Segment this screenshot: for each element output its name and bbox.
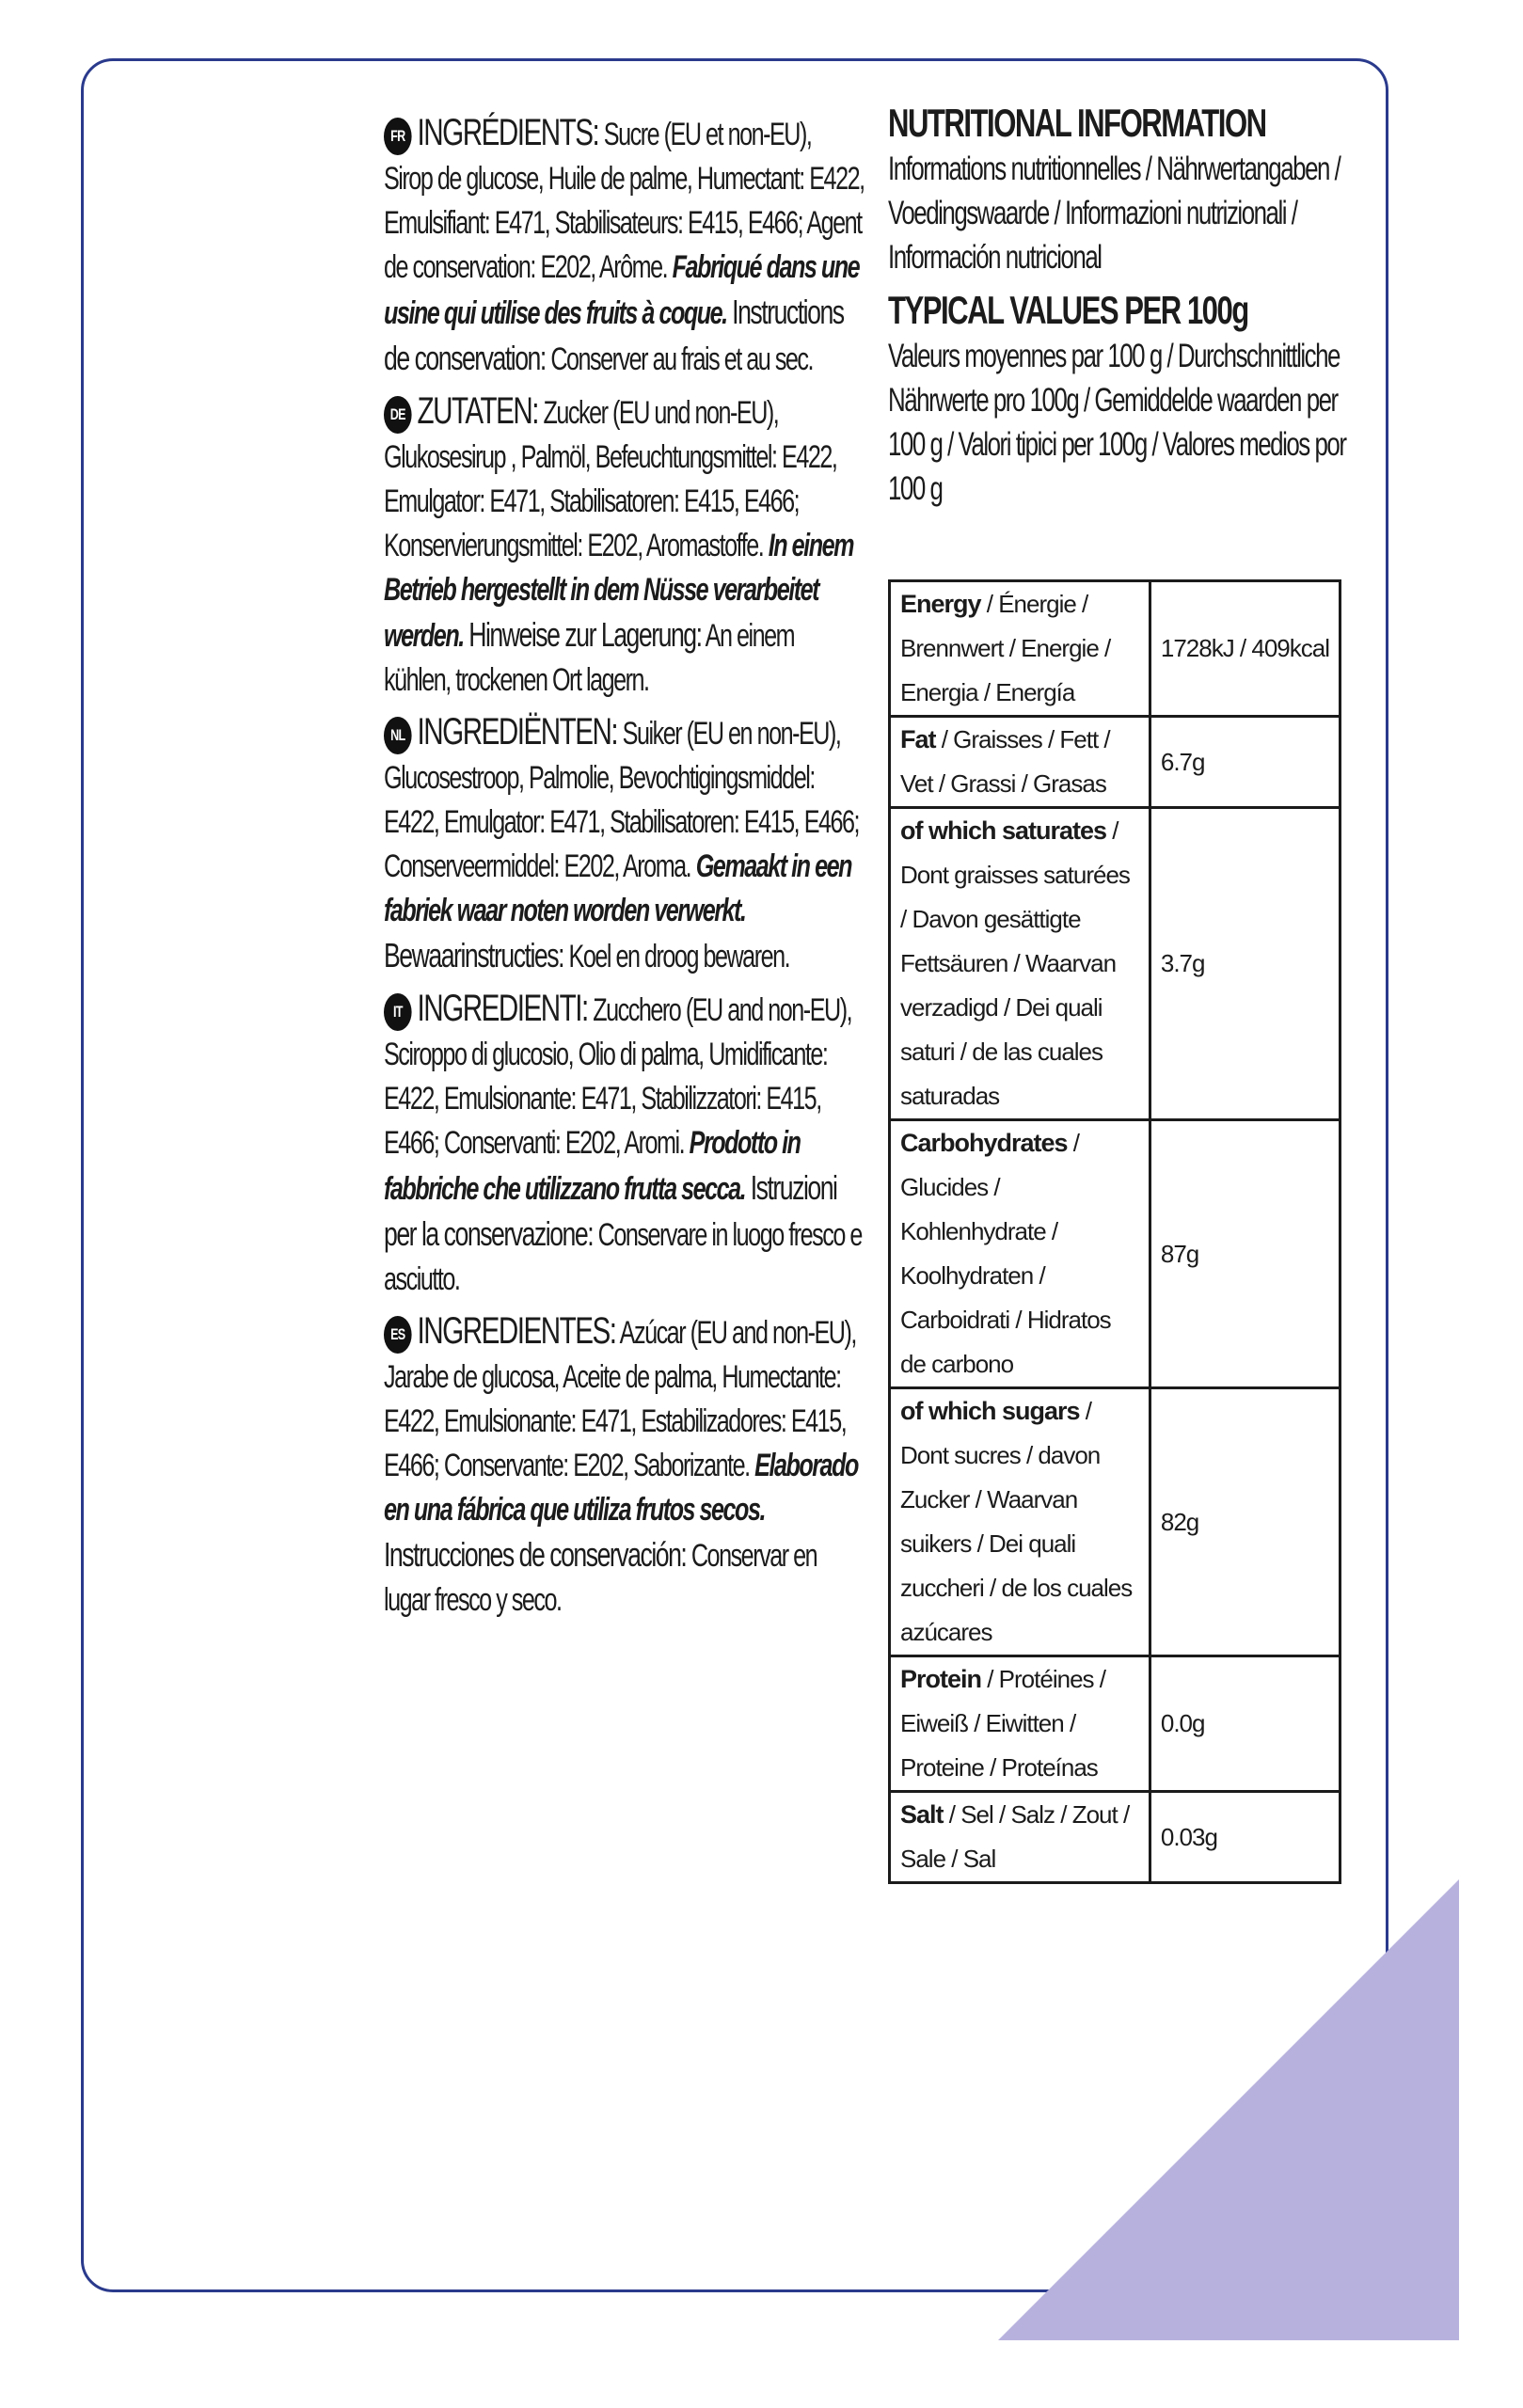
nutrient-label-cell bbox=[890, 1792, 1150, 1883]
nutrient-label-cell bbox=[890, 1388, 1150, 1656]
nutrient-translations: / Protéines / Eiweiß / Eiwitten / Proteine / Proteínas bbox=[900, 1665, 1105, 1782]
ingredients-title-fr: INGRÉDIENTS: bbox=[417, 112, 599, 153]
nutrient-name: Salt bbox=[900, 1800, 944, 1829]
storage-label-es: Instrucciones de conservación: bbox=[384, 1535, 687, 1574]
nutrient-label-cell bbox=[890, 1656, 1150, 1792]
nutrient-label-cell bbox=[890, 717, 1150, 808]
language-badge-de: DE bbox=[384, 396, 412, 434]
typical-values-translations: Valeurs moyennes par 100 g / Durchschnittliche Nährwerte pro 100g / Gemiddelde waarden per 100 g / Valori tipici per 100g / Valores medios por 100 g bbox=[888, 338, 1346, 507]
ingredients-title-es: INGREDIENTES: bbox=[417, 1310, 616, 1352]
nutrient-value: 1728kJ / 409kcal bbox=[1150, 581, 1340, 717]
storage-label-it: Istruzioni per la conservazione: bbox=[384, 1168, 837, 1253]
nutrition-heading: NUTRITIONAL INFORMATION bbox=[888, 101, 1266, 145]
language-badge-es: ES bbox=[384, 1316, 412, 1354]
language-badge-it: IT bbox=[384, 993, 412, 1031]
storage-text-de: An einem kühlen, trockenen Ort lagern. bbox=[384, 618, 795, 698]
nutrition-row-protein bbox=[890, 1656, 1341, 1792]
nutrient-name: Energy bbox=[900, 590, 981, 618]
nutrient-value: 6.7g bbox=[1150, 717, 1340, 808]
nutrient-translations: / Sel / Salz / Zout / Sale / Sal bbox=[900, 1800, 1130, 1873]
nutrient-name: Carbohydrates bbox=[900, 1129, 1068, 1157]
nutrient-value: 3.7g bbox=[1150, 808, 1340, 1120]
ingredients-title-nl: INGREDIËNTEN: bbox=[417, 711, 618, 752]
nutrition-row-saturates bbox=[890, 808, 1341, 1120]
language-badge-nl: NL bbox=[384, 717, 412, 754]
nutrient-name: Protein bbox=[900, 1665, 982, 1693]
storage-text-fr: Conserver au frais et au sec. bbox=[550, 341, 814, 377]
typical-values-heading: TYPICAL VALUES PER 100g bbox=[888, 288, 1248, 332]
nutrient-name: of which sugars bbox=[900, 1397, 1080, 1425]
nutrient-value: 87g bbox=[1150, 1120, 1340, 1388]
ingredients-block-it bbox=[384, 987, 865, 1302]
allergen-statement-nl: Gemaakt in een fabriek waar noten worden verwerkt. bbox=[384, 848, 851, 928]
storage-label-fr: Instructions de conservation: bbox=[384, 293, 844, 377]
ingredients-text-fr: Sucre (EU et non-EU), Sirop de glucose, Huile de palme, Humectant: E422, Emulsifiant: E471, Stabilisateurs: E415, E466; Agent de conservation: E202, Arôme. bbox=[384, 117, 865, 285]
nutrient-label-cell bbox=[890, 1120, 1150, 1388]
storage-text-es: Conservar en lugar fresco y seco. bbox=[384, 1538, 817, 1618]
storage-label-nl: Bewaarinstructies: bbox=[384, 936, 564, 974]
nutrient-translations: / Glucides / Kohlenhydrate / Koolhydraten / Carboidrati / Hidratos de carbono bbox=[900, 1129, 1111, 1378]
ingredients-title-it: INGREDIENTI: bbox=[417, 988, 588, 1029]
ingredients-text-es: Azúcar (EU and non-EU), Jarabe de glucosa, Aceite de palma, Humectante: E422, Emulsionante: E471, Estabilizadores: E415, E466; Conservante: E202, Saborizante. bbox=[384, 1315, 856, 1483]
nutrient-label-cell bbox=[890, 581, 1150, 717]
storage-text-nl: Koel en droog bewaren. bbox=[568, 939, 790, 974]
nutrient-translations: / Dont graisses saturées / Davon gesättigte Fettsäuren / Waarvan verzadigd / Dei quali saturi / de las cuales saturadas bbox=[900, 816, 1130, 1110]
nutrient-translations: / Graisses / Fett / Vet / Grassi / Grasas bbox=[900, 725, 1110, 798]
allergen-statement-fr: Fabriqué dans une usine qui utilise des fruits à coque. bbox=[384, 249, 860, 331]
nutrient-name: Fat bbox=[900, 725, 936, 753]
nutrient-translations: / Énergie / Brennwert / Energie / Energia / Energía bbox=[900, 590, 1111, 706]
nutrition-row-carbohydrates bbox=[890, 1120, 1341, 1388]
allergen-statement-it: Prodotto in fabbriche che utilizzano frutta secca. bbox=[384, 1125, 801, 1207]
ingredients-column bbox=[384, 111, 865, 1630]
storage-text-it: Conservare in luogo fresco e asciutto. bbox=[384, 1217, 862, 1297]
corner-triangle-decoration bbox=[998, 1879, 1459, 2340]
nutrient-value: 82g bbox=[1150, 1388, 1340, 1656]
nutrition-row-salt bbox=[890, 1792, 1341, 1883]
nutrition-table bbox=[888, 579, 1341, 1884]
nutrient-value: 0.03g bbox=[1150, 1792, 1340, 1883]
allergen-statement-de: In einem Betrieb hergestellt in dem Nüsse verarbeitet werden. bbox=[384, 528, 853, 654]
nutrient-translations: / Dont sucres / davon Zucker / Waarvan suikers / Dei quali zuccheri / de los cuales azúcares bbox=[900, 1397, 1133, 1646]
nutrition-heading-translations: Informations nutritionnelles / Nährwertangaben / Voedingswaarde / Informazioni nutrizionali / Información nutricional bbox=[888, 150, 1341, 276]
ingredients-block-de bbox=[384, 389, 865, 703]
ingredients-text-de: Zucker (EU und non-EU), Glukosesirup , Palmöl, Befeuchtungsmittel: E422, Emulgator: E471, Stabilisatoren: E415, E466; Konservierungsmittel: E202, Aromastoffe. bbox=[384, 395, 837, 563]
ingredients-title-de: ZUTATEN: bbox=[417, 390, 538, 432]
nutrition-row-energy bbox=[890, 581, 1341, 717]
nutrition-header bbox=[888, 100, 1375, 518]
ingredients-block-nl bbox=[384, 710, 865, 979]
ingredients-block-es bbox=[384, 1309, 865, 1623]
ingredients-text-it: Zucchero (EU and non-EU), Sciroppo di glucosio, Olio di palma, Umidificante: E422, Emulsionante: E471, Stabilizzatori: E415, E466; Conservanti: E202, Aromi. bbox=[384, 992, 852, 1161]
allergen-statement-es: Elaborado en una fábrica que utiliza frutos secos. bbox=[384, 1448, 858, 1528]
language-badge-fr: FR bbox=[384, 118, 412, 155]
ingredients-text-nl: Suiker (EU en non-EU), Glucosestroop, Palmolie, Bevochtigingsmiddel: E422, Emulgator: E471, Stabilisatoren: E415, E466; Conserveermiddel: E202, Aroma. bbox=[384, 716, 860, 884]
nutrient-label-cell bbox=[890, 808, 1150, 1120]
nutrition-row-sugars bbox=[890, 1388, 1341, 1656]
nutrient-name: of which saturates bbox=[900, 816, 1107, 845]
nutrition-row-fat bbox=[890, 717, 1341, 808]
storage-label-de: Hinweise zur Lagerung: bbox=[468, 615, 702, 654]
nutrient-value: 0.0g bbox=[1150, 1656, 1340, 1792]
ingredients-block-fr bbox=[384, 111, 865, 382]
